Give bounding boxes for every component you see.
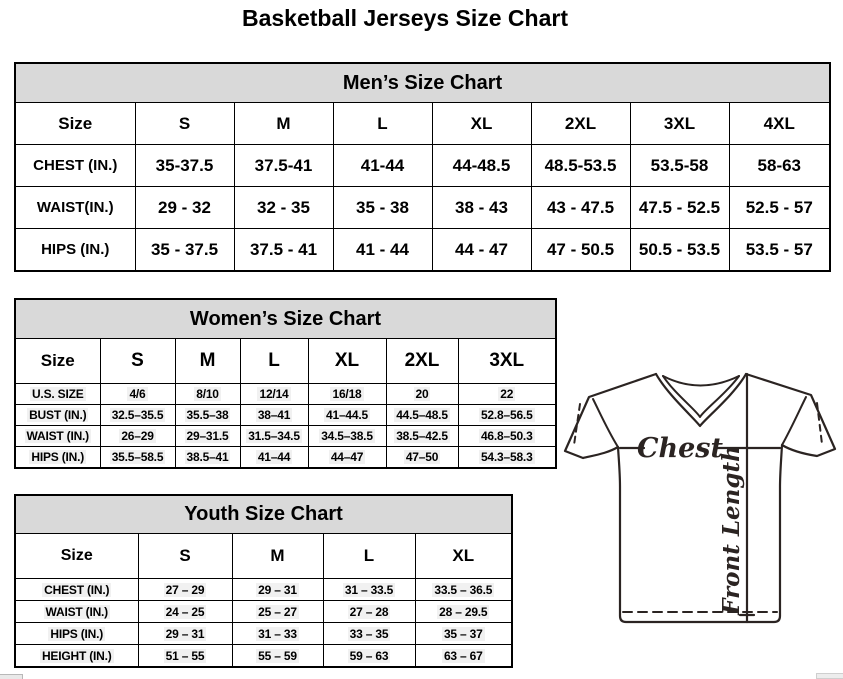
- youth-chart-header: Youth Size Chart: [15, 495, 512, 534]
- row-label: HIPS (IN.): [50, 626, 104, 641]
- value-cell: 58-63: [729, 145, 830, 187]
- value-cell: 41-44: [333, 145, 432, 187]
- collar-back-arc: [663, 376, 739, 386]
- column-header-cell: 3XL: [630, 103, 729, 145]
- page-title: Basketball Jerseys Size Chart: [241, 5, 568, 31]
- value-cell: 31 – 33: [232, 623, 323, 645]
- page-edge-fragment-left: [0, 674, 23, 679]
- cuff-dashed-line-right: [817, 403, 822, 444]
- row-label: HEIGHT (IN.): [41, 648, 112, 663]
- row-label-cell: [15, 384, 100, 405]
- value-cell: 35 - 38: [333, 187, 432, 229]
- row-label-cell: [15, 405, 100, 426]
- value-cell: 8/10: [175, 384, 240, 405]
- value-cell: 25 – 27: [232, 601, 323, 623]
- value-cell: 44.5–48.5: [386, 405, 458, 426]
- column-header-cell: XL: [415, 534, 512, 579]
- value-cell: 16/18: [308, 384, 386, 405]
- column-header-cell: S: [138, 534, 232, 579]
- column-header-cell: M: [232, 534, 323, 579]
- value-cell: 41 - 44: [333, 229, 432, 272]
- row-label: U.S. SIZE: [31, 387, 84, 401]
- womens-size-header-row: [15, 339, 556, 384]
- mens-chart-header: Men’s Size Chart: [15, 63, 830, 103]
- jersey-outline: [565, 374, 835, 622]
- value-cell: 27 – 28: [323, 601, 415, 623]
- value-cell: 38 - 43: [432, 187, 531, 229]
- value-cell: 26–29: [100, 426, 175, 447]
- chest-label: Chest: [637, 433, 723, 464]
- value-cell: 52.5 - 57: [729, 187, 830, 229]
- value-cell: 33 – 35: [323, 623, 415, 645]
- column-header-cell: Size: [15, 339, 100, 384]
- column-header-cell: L: [240, 339, 308, 384]
- value-cell: 37.5 - 41: [234, 229, 333, 272]
- column-header-cell: 3XL: [458, 339, 556, 384]
- column-header-cell: 2XL: [531, 103, 630, 145]
- column-header-cell: XL: [432, 103, 531, 145]
- value-cell: 44–47: [308, 447, 386, 469]
- youth-size-chart-table: [14, 494, 511, 668]
- mens-size-header-row: [15, 103, 830, 145]
- value-cell: 35 – 37: [415, 623, 512, 645]
- value-cell: 59 – 63: [323, 645, 415, 668]
- row-label-cell: [15, 623, 138, 645]
- value-cell: 38–41: [240, 405, 308, 426]
- row-label-cell: CHEST (IN.): [15, 145, 135, 187]
- womens-waist-row: [15, 426, 556, 447]
- mens-size-chart-table: [14, 62, 829, 272]
- youth-height-row: [15, 645, 512, 668]
- value-cell: 50.5 - 53.5: [630, 229, 729, 272]
- row-label-cell: [15, 579, 138, 601]
- value-cell: 38.5–42.5: [386, 426, 458, 447]
- value-cell: 35.5–38: [175, 405, 240, 426]
- value-cell: 12/14: [240, 384, 308, 405]
- mens-chest-row: [15, 145, 830, 187]
- value-cell: 41–44: [240, 447, 308, 469]
- collar-outer-v: [656, 374, 746, 426]
- value-cell: 28 – 29.5: [415, 601, 512, 623]
- value-cell: 35.5–58.5: [100, 447, 175, 469]
- column-header-cell: S: [100, 339, 175, 384]
- value-cell: 32 - 35: [234, 187, 333, 229]
- front-length-label: Front Length: [718, 445, 745, 615]
- value-cell: 47–50: [386, 447, 458, 469]
- value-cell: 29 – 31: [232, 579, 323, 601]
- value-cell: 52.8–56.5: [458, 405, 556, 426]
- value-cell: 55 – 59: [232, 645, 323, 668]
- armhole-seam-right: [782, 397, 806, 445]
- womens-chart-header: Women’s Size Chart: [15, 299, 556, 339]
- value-cell: 29 – 31: [138, 623, 232, 645]
- column-header-cell: Size: [15, 103, 135, 145]
- value-cell: 31.5–34.5: [240, 426, 308, 447]
- column-header-cell: Size: [15, 534, 138, 579]
- value-cell: 24 – 25: [138, 601, 232, 623]
- row-label-cell: [15, 447, 100, 469]
- column-header-cell: 4XL: [729, 103, 830, 145]
- row-label: WAIST (IN.): [45, 604, 108, 619]
- column-header-cell: XL: [308, 339, 386, 384]
- row-label-cell: [15, 601, 138, 623]
- armhole-seam-left: [593, 399, 618, 447]
- column-header-cell: M: [175, 339, 240, 384]
- row-label-cell: [15, 426, 100, 447]
- value-cell: 46.8–50.3: [458, 426, 556, 447]
- row-label: HIPS (IN.): [31, 450, 85, 464]
- youth-size-header-row: [15, 534, 512, 579]
- youth-waist-row: [15, 601, 512, 623]
- womens-size-chart-table: [14, 298, 555, 469]
- value-cell: 54.3–58.3: [458, 447, 556, 469]
- value-cell: 29 - 32: [135, 187, 234, 229]
- value-cell: 27 – 29: [138, 579, 232, 601]
- mens-waist-row: [15, 187, 830, 229]
- row-label: CHEST (IN.): [44, 582, 110, 597]
- value-cell: 35-37.5: [135, 145, 234, 187]
- column-header-cell: L: [333, 103, 432, 145]
- column-header-cell: S: [135, 103, 234, 145]
- value-cell: 22: [458, 384, 556, 405]
- womens-hips-row: [15, 447, 556, 469]
- row-label-cell: HIPS (IN.): [15, 229, 135, 272]
- value-cell: 47.5 - 52.5: [630, 187, 729, 229]
- row-label: WAIST (IN.): [26, 429, 89, 443]
- value-cell: 48.5-53.5: [531, 145, 630, 187]
- page-edge-fragment-right: [816, 673, 843, 679]
- value-cell: 35 - 37.5: [135, 229, 234, 272]
- row-label-cell: WAIST(IN.): [15, 187, 135, 229]
- value-cell: 4/6: [100, 384, 175, 405]
- value-cell: 53.5-58: [630, 145, 729, 187]
- mens-hips-row: [15, 229, 830, 272]
- value-cell: 44 - 47: [432, 229, 531, 272]
- column-header-cell: L: [323, 534, 415, 579]
- column-header-cell: 2XL: [386, 339, 458, 384]
- value-cell: 34.5–38.5: [308, 426, 386, 447]
- value-cell: 44-48.5: [432, 145, 531, 187]
- value-cell: 43 - 47.5: [531, 187, 630, 229]
- value-cell: 63 – 67: [415, 645, 512, 668]
- row-label-cell: [15, 645, 138, 668]
- value-cell: 33.5 – 36.5: [415, 579, 512, 601]
- value-cell: 29–31.5: [175, 426, 240, 447]
- jersey-measurement-diagram: [558, 365, 840, 660]
- row-label: BUST (IN.): [29, 408, 87, 422]
- value-cell: 20: [386, 384, 458, 405]
- value-cell: 51 – 55: [138, 645, 232, 668]
- value-cell: 38.5–41: [175, 447, 240, 469]
- value-cell: 31 – 33.5: [323, 579, 415, 601]
- womens-bust-row: [15, 405, 556, 426]
- value-cell: 32.5–35.5: [100, 405, 175, 426]
- value-cell: 41–44.5: [308, 405, 386, 426]
- value-cell: 47 - 50.5: [531, 229, 630, 272]
- value-cell: 37.5-41: [234, 145, 333, 187]
- youth-chest-row: [15, 579, 512, 601]
- womens-us-size-row: [15, 384, 556, 405]
- column-header-cell: M: [234, 103, 333, 145]
- youth-hips-row: [15, 623, 512, 645]
- value-cell: 53.5 - 57: [729, 229, 830, 272]
